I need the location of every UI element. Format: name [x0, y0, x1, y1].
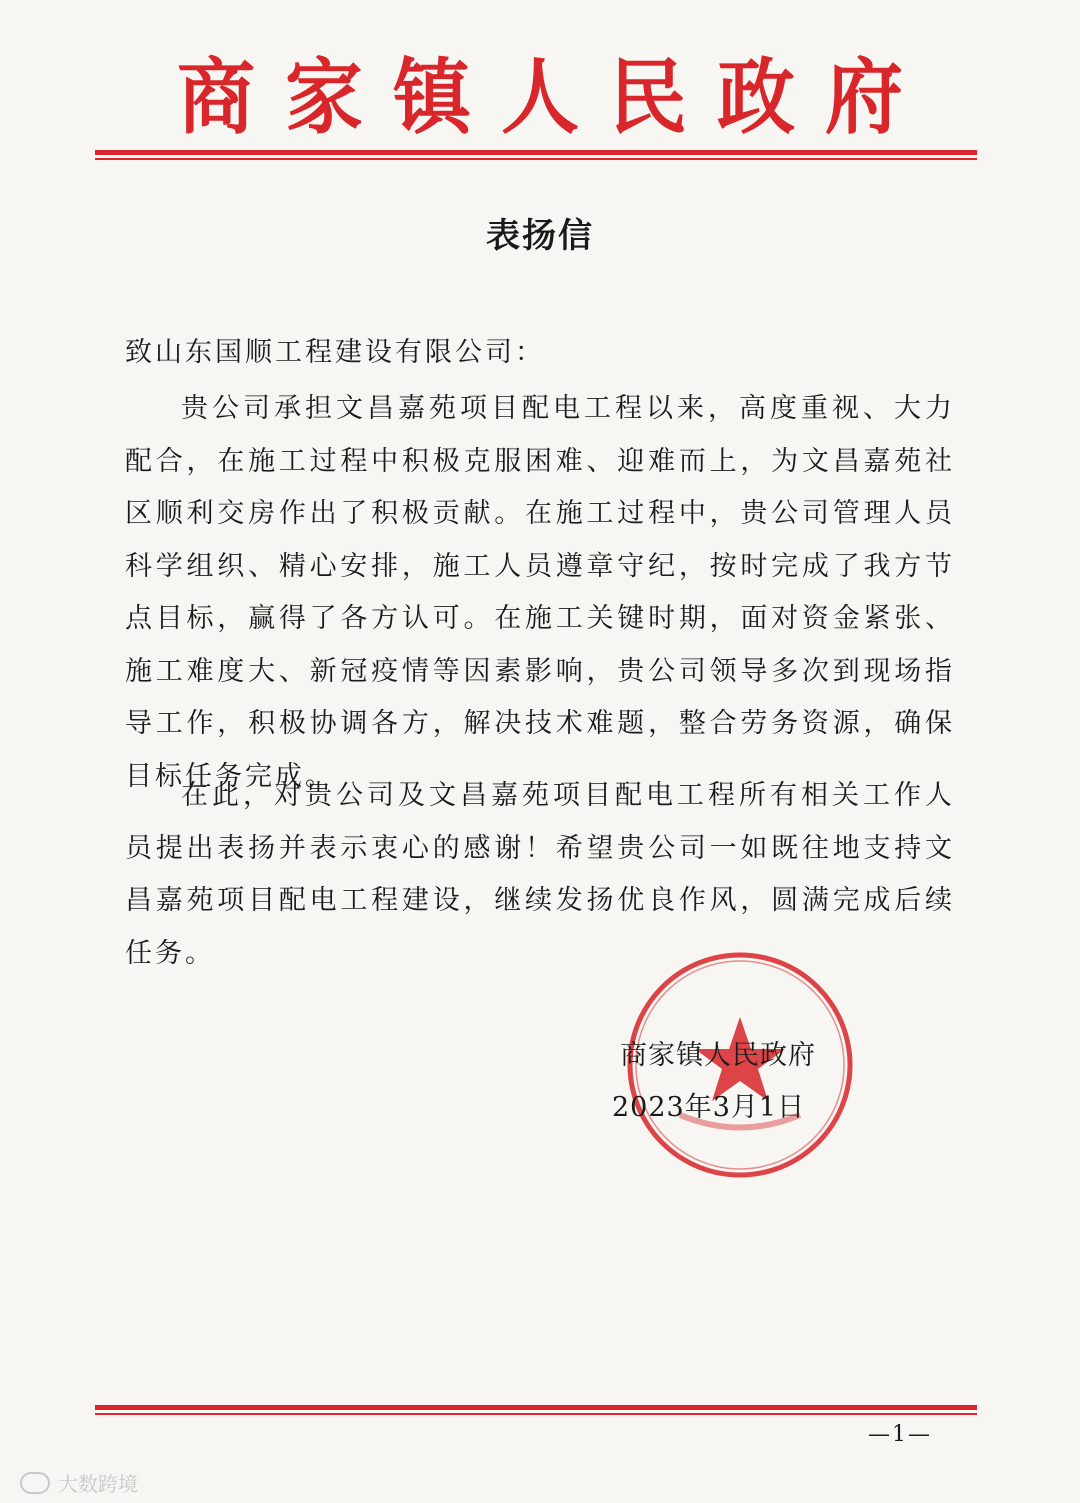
footer-divider-thin — [95, 1413, 977, 1415]
watermark-logo-icon — [20, 1472, 50, 1494]
document-title: 表扬信 — [486, 216, 594, 256]
header-divider-thick — [95, 150, 977, 155]
signing-date: 2023年3月1日 — [612, 1092, 806, 1123]
body-paragraph-2: 在此，对贵公司及文昌嘉苑项目配电工程所有相关工作人员提出表扬并表示衷心的感谢！希望贵公司一如既往地支持文昌嘉苑项目配电工程建设，继续发扬优良作风，圆满完成后续任务。 — [125, 780, 955, 969]
watermark-text: 大数跨境 — [58, 1472, 138, 1496]
page-number: —1— — [868, 1422, 932, 1447]
footer-divider-thick — [95, 1405, 977, 1410]
signer-name: 商家镇人民政府 — [620, 1040, 816, 1071]
salutation: 致山东国顺工程建设有限公司： — [125, 337, 545, 368]
issuer-header-title: 商家镇人民政府 — [176, 49, 933, 146]
header-divider-thin — [95, 158, 977, 160]
body-paragraph-1: 贵公司承担文昌嘉苑项目配电工程以来，高度重视、大力配合，在施工过程中积极克服困难、迎难而上，为文昌嘉苑社区顺利交房作出了积极贡献。在施工过程中，贵公司管理人员科学组织、精心安排，施工人员遵章守纪，按时完成了我方节点目标，赢得了各方认可。在施工关键时期，面对资金紧张、施工难度大、新冠疫情等因素影响，贵公司领导多次到现场指导工作，积极协调各方，解决技术难题，整合劳务资源，确保目标任务完成。 — [125, 393, 955, 792]
watermark — [20, 1468, 138, 1497]
